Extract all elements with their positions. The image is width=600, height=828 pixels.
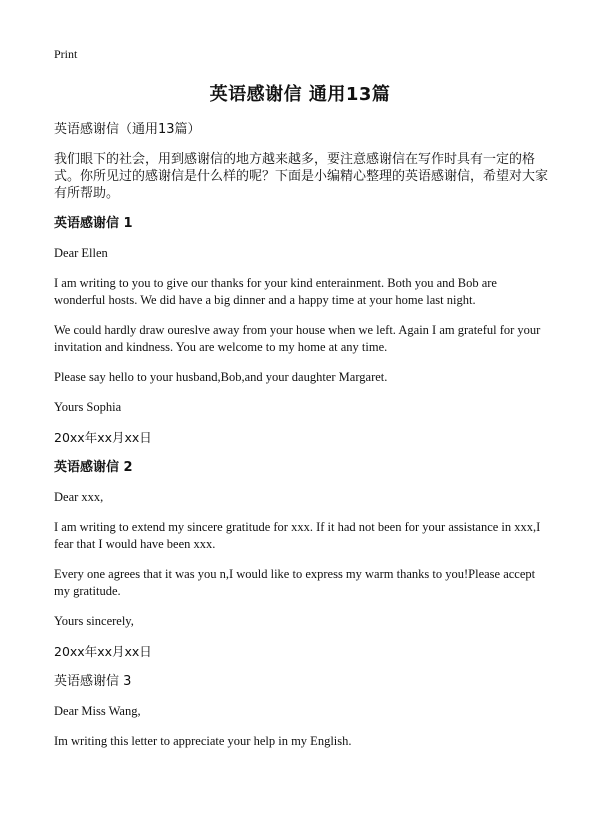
intro-paragraph: 我们眼下的社会，用到感谢信的地方越来越多，要注意感谢信在写作时具有一定的格式。你所见过的感谢信是什么样的呢？下面是小编精心整理的英语感谢信，希望对大家有所帮助。 — [54, 152, 549, 201]
letter-2-heading: 英语感谢信 2 — [54, 460, 133, 475]
letter-3-salutation: Dear Miss Wang, — [54, 704, 141, 718]
document-body — [54, 121, 548, 763]
letter-1-paragraph-2: We could hardly draw oureslve away from your house when we left. Again I am grateful for your invitation and kindness. You are welcome to my home at any time. — [54, 323, 541, 354]
letter-2-closing: Yours sincerely, — [54, 614, 134, 628]
letter-1-closing: Yours Sophia — [54, 400, 122, 414]
letter-3-paragraph-1: Im writing this letter to appreciate your help in my English. — [54, 734, 352, 748]
letter-2-salutation: Dear xxx, — [54, 490, 104, 504]
letter-1-date: 20xx年xx月xx日 — [54, 430, 152, 445]
document-title: 英语感谢信 通用13篇 — [209, 84, 391, 105]
letter-1-paragraph-1: I am writing to you to give our thanks for your kind enterainment. Both you and Bob are wonderful hosts. We did have a big dinner and a happy time at your home last night. — [54, 276, 497, 307]
document-subtitle: 英语感谢信（通用13篇） — [54, 122, 201, 137]
print-label: Print — [54, 47, 78, 61]
letter-2-date: 20xx年xx月xx日 — [54, 644, 152, 659]
letter-1-salutation: Dear Ellen — [54, 246, 108, 260]
letter-3-heading: 英语感谢信 3 — [54, 674, 132, 689]
letter-1-paragraph-3: Please say hello to your husband,Bob,and your daughter Margaret. — [54, 370, 388, 384]
letter-2-paragraph-2: Every one agrees that it was you n,I would like to express my warm thanks to you!Please accept my gratitude. — [54, 567, 536, 598]
letter-1-heading: 英语感谢信 1 — [54, 216, 133, 231]
letter-2-paragraph-1: I am writing to extend my sincere gratitude for xxx. If it had not been for your assistance in xxx,I fear that I would have been xxx. — [54, 520, 541, 551]
